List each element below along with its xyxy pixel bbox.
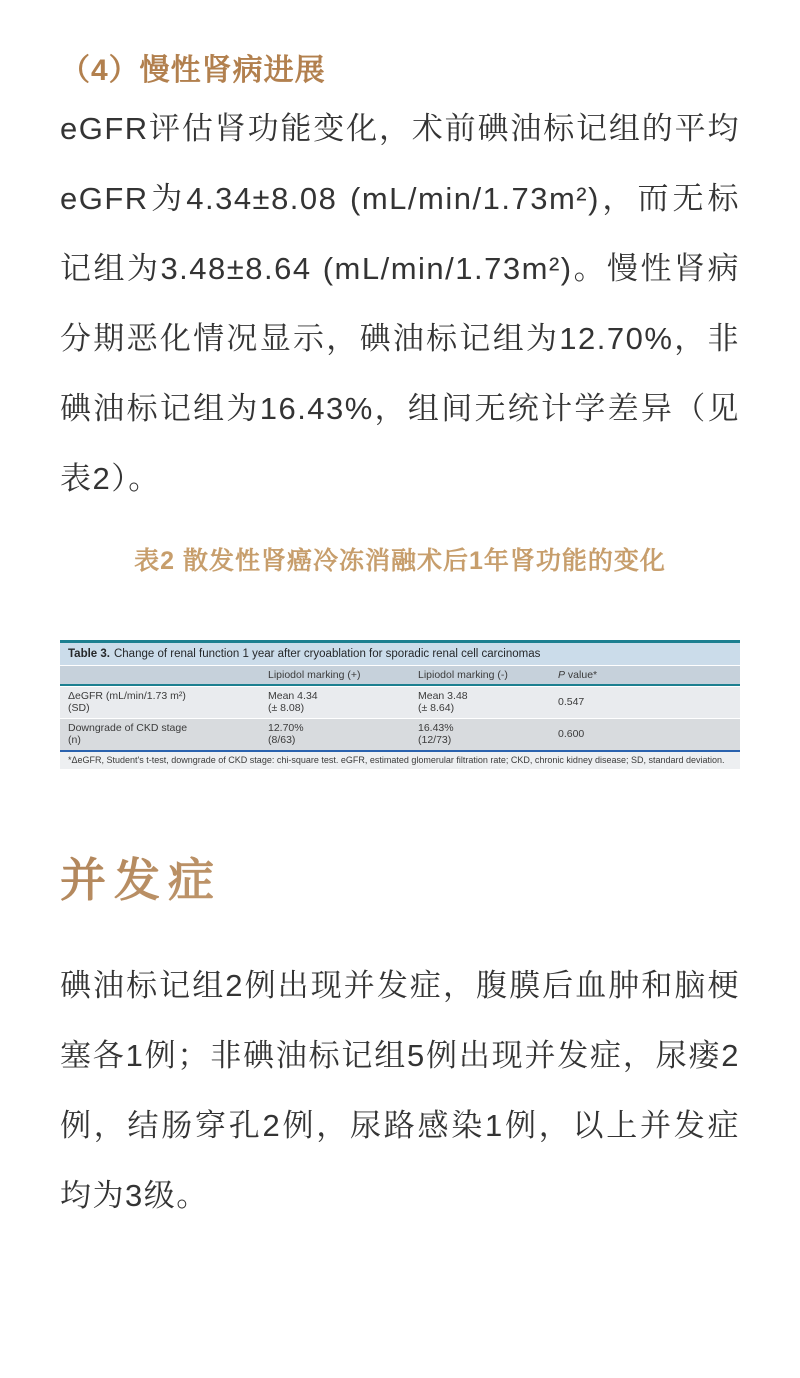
table3-cell-egfr-label: ΔeGFR (mL/min/1.73 m²) (SD) (68, 690, 186, 714)
table3-cell-ckd-plus: 12.70% (8/63) (268, 722, 304, 746)
table3-col-header-lipiodol-minus: Lipiodol marking (-) (418, 669, 508, 681)
table3-cell-ckd-pvalue: 0.600 (558, 728, 585, 740)
table3-pvalue-rest: value* (565, 669, 598, 681)
table3-cell-egfr-pvalue: 0.547 (558, 696, 585, 708)
table3-header-row (60, 666, 740, 686)
section-heading-ckd-progression: （4）慢性肾病进展 (60, 54, 326, 87)
table3-title (60, 643, 740, 665)
complications-paragraph: 碘油标记组2例出现并发症，腹膜后血肿和脑梗塞各1例；非碘油标记组5例出现并发症，尿瘘2例，结肠穿孔2例，尿路感染1例，以上并发症均为3级。 (60, 968, 740, 1213)
table3-title-label: Table 3. (68, 648, 110, 660)
article-page (0, 52, 800, 1378)
section-heading-complications: 并发症 (60, 853, 740, 909)
table3-row-egfr (60, 687, 740, 718)
table3-pvalue-italic-p: P (558, 669, 566, 681)
table3-cell-ckd-label: Downgrade of CKD stage (n) (68, 722, 188, 746)
table3-cell-ckd-minus: 16.43% (12/73) (418, 722, 454, 746)
ckd-progression-paragraph: eGFR评估肾功能变化，术前碘油标记组的平均eGFR为4.34±8.08 (mL/min/1.73m²)，而无标记组为3.48±8.64 (mL/min/1.73m²)。慢性肾病分期恶化情况显示，碘油标记组为12.70%，非碘油标记组为16.43%，组间无统计学差异（见表2）。 (60, 111, 740, 496)
table3-footnote: *ΔeGFR, Student's t-test, downgrade of CKD stage: chi-square test. eGFR, estimated glomerular filtration rate; CKD, chronic kidney disease; SD, standard deviation. (60, 752, 740, 769)
table3-cell-egfr-plus: Mean 4.34 (± 8.08) (268, 690, 318, 714)
table3-col-header-pvalue (550, 669, 740, 681)
table2-caption: 表2 散发性肾癌冷冻消融术后1年肾功能的变化 (134, 547, 666, 575)
table3-cell-egfr-minus: Mean 3.48 (± 8.64) (418, 690, 468, 714)
table3-figure (60, 640, 740, 769)
table3-row-ckd-stage (60, 719, 740, 752)
table3-col-header-lipiodol-plus: Lipiodol marking (+) (268, 669, 361, 681)
table3-title-text: Change of renal function 1 year after cryoablation for sporadic renal cell carcinomas (113, 648, 541, 660)
